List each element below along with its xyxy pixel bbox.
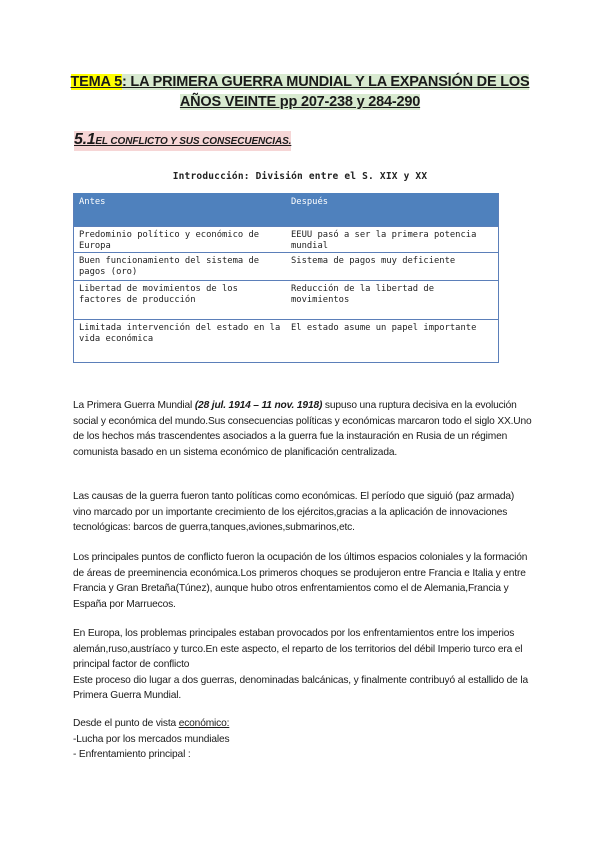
comparison-table: [73, 193, 499, 363]
document-title: [60, 72, 540, 112]
table-cell: Reducción de la libertad de movimientos: [291, 284, 434, 305]
p4b-text: Este proceso dio lugar a dos guerras, denominadas balcánicas, y finalmente contribuyó al estallido de la Primera Guerra Mundial.: [73, 674, 529, 702]
section-heading: [74, 131, 291, 151]
table-header-row: [74, 193, 498, 226]
table-row: [74, 280, 498, 319]
p1-dates: (28 jul. 1914 – 11 nov. 1918): [194, 400, 323, 411]
paragraph-1: [73, 398, 533, 460]
p5-start: Desde el punto de vista: [73, 718, 179, 729]
table-cell: Predominio político y económico de Europa: [79, 230, 260, 251]
table-row: [74, 252, 498, 280]
table-cell: El estado asume un papel importante: [291, 323, 477, 333]
title-line1: : LA PRIMERA GUERRA MUNDIAL Y LA EXPANSIÓN DE LOS: [121, 74, 530, 90]
table-cell: Limitada intervención del estado en la vida económica: [79, 323, 281, 344]
p1-end: supuso una ruptura decisiva en la evolución social y económica del mundo.Sus consecuencias políticas y económicas marcaron todo el siglo XX.Uno de los hechos más trascendentes asociados a la guerra fue la instauración en Rusia de un régimen comunista basado en un sistema económico de planificación centralizada.: [73, 400, 532, 458]
p3-text: Los principales puntos de conflicto fueron la ocupación de los últimos espacios coloniales y la formación de áreas de preeminencia económica.Los primeros choques se produjeron entre Francia e Italia y entre Francia y Gran Bretaña(Túnez), aunque hubo otros enfrentamientos como el de Alemania,Francia y España por Marruecos.: [73, 552, 528, 610]
table-cell: Buen funcionamiento del sistema de pagos (oro): [79, 256, 260, 277]
title-line2: AÑOS VEINTE pp 207-238 y 284-290: [179, 94, 421, 110]
table-header-despues: Después: [291, 197, 329, 207]
section-title: EL CONFLICTO Y SUS CONSECUENCIAS.: [95, 136, 292, 147]
p2-text: Las causas de la guerra fueron tanto políticas como económicas. El período que siguió (paz armada) vino marcado por un importante crecimiento de los ejércitos,gracias a la aplicación de innovaciones tecnológicas: barcos de guerra,tanques,aviones,submarinos,etc.: [73, 491, 515, 534]
paragraph-2: [73, 489, 533, 536]
paragraph-3: [73, 550, 533, 612]
table-caption: Introducción: División entre el S. XIX y XX: [172, 171, 428, 182]
p4a-text: En Europa, los problemas principales estaban provocados por los enfrentamientos entre los imperios alemán,ruso,austríaco y turco.En este aspecto, el reparto de los territorios del débil Imperio turco era el principal factor de conflicto: [73, 628, 523, 671]
title-prefix: TEMA 5: [70, 74, 122, 90]
table-header-antes: Antes: [79, 197, 106, 207]
section-number: 5.1: [74, 131, 96, 148]
table-row: [74, 319, 498, 362]
table-row: [74, 226, 498, 252]
p1-start: La Primera Guerra Mundial: [73, 400, 195, 411]
p5-line2: -Lucha por los mercados mundiales: [73, 733, 230, 745]
paragraph-4: [73, 626, 533, 704]
p5-underlined: económico:: [178, 718, 230, 729]
table-cell: EEUU pasó a ser la primera potencia mundial: [291, 230, 477, 251]
paragraph-5: [73, 716, 533, 763]
table-cell: Libertad de movimientos de los factores de producción: [79, 284, 238, 305]
table-cell: Sistema de pagos muy deficiente: [291, 256, 456, 266]
p5-line3: - Enfrentamiento principal :: [73, 749, 191, 761]
